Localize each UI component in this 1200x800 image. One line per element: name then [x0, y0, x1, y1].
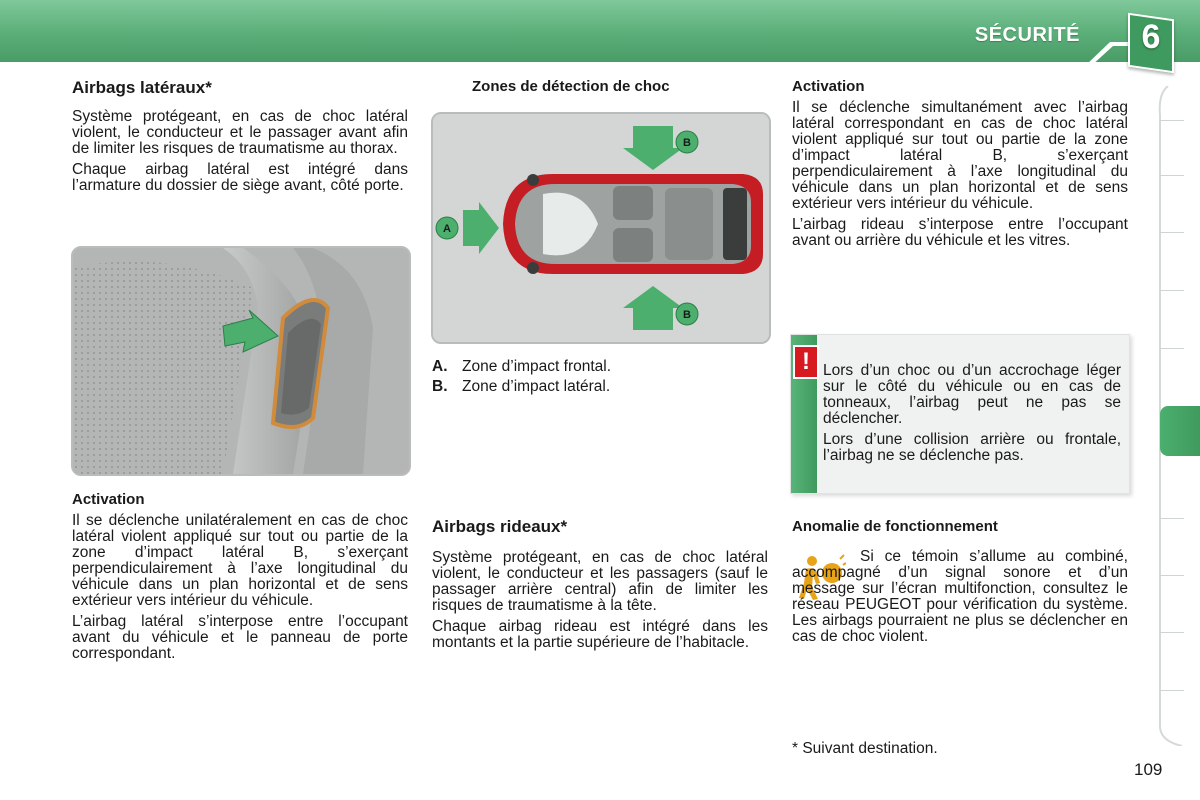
paragraph: L’airbag latéral s’interpose entre l’occupant avant du véhicule et le panneau de porte correspondant.	[72, 613, 408, 662]
curtain-airbags-intro	[432, 550, 768, 656]
side-tab[interactable]	[1160, 120, 1184, 121]
anomaly-text: Si ce témoin s’allume au combiné, accompagné d’un signal sonore et d’un message sur l’écran multifonction, consultez le réseau PEUGEOT pour vérification du système. Les airbags pourraient ne plus se déclencher en cas de choc violent.	[792, 548, 1128, 645]
diagram-legend	[432, 357, 768, 397]
side-airbags-activation	[72, 513, 408, 667]
paragraph: Système protégeant, en cas de choc latéral violent, le conducteur et les passagers (sauf le passager arrière central) afin de limiter les risques de traumatisme à la tête.	[432, 549, 768, 614]
paragraph: Il se déclenche simultanément avec l’airbag latéral correspondant en cas de choc latéral violent appliqué sur tout ou partie de la zone d’impact latéral B, s’exerçant perpendiculairement à l’axe longitudinal du véhicule dans un plan horizontal et de sens extérieur vers intérieur du véhicule.	[792, 99, 1128, 212]
legend-item	[432, 377, 768, 397]
figure-title: Zones de détection de choc	[472, 78, 670, 95]
warning-text	[823, 363, 1121, 469]
paragraph: Chaque airbag latéral est intégré dans l’armature du dossier de siège avant, côté porte.	[72, 161, 408, 194]
paragraph: Lors d’un choc ou d’un accrochage léger sur le côté du véhicule ou en cas de tonneaux, l’airbag peut ne pas se déclencher.	[823, 362, 1121, 427]
side-tab[interactable]	[1160, 290, 1184, 291]
marker-b-bottom: B	[683, 309, 691, 321]
side-airbags-title: Airbags latéraux*	[72, 78, 212, 97]
side-tab[interactable]	[1160, 175, 1184, 176]
activation-heading: Activation	[72, 491, 145, 508]
seat-airbag-illustration	[71, 246, 411, 476]
curtain-airbags-activation	[792, 100, 1128, 254]
page-number: 109	[1134, 760, 1163, 779]
activation-heading: Activation	[792, 78, 865, 95]
side-tab[interactable]	[1160, 348, 1184, 349]
footnote: * Suivant destination.	[792, 740, 938, 757]
chapter-number: 6	[1141, 18, 1161, 56]
side-tab-active[interactable]	[1160, 406, 1200, 456]
paragraph: L’airbag rideau s’interpose entre l’occupant avant ou arrière du véhicule et les vitres.	[792, 216, 1128, 249]
legend-text: Zone d’impact frontal.	[462, 358, 612, 375]
marker-a: A	[443, 223, 451, 235]
anomaly-heading: Anomalie de fonctionnement	[792, 518, 998, 535]
side-tab[interactable]	[1160, 518, 1184, 519]
paragraph: Chaque airbag rideau est intégré dans les montants et la partie supérieure de l’habitacle.	[432, 618, 768, 651]
marker-b-top: B	[683, 137, 691, 149]
legend-key: B.	[432, 378, 448, 395]
section-title: SÉCURITÉ	[974, 24, 1080, 46]
warning-exclamation-icon: !	[793, 345, 819, 379]
side-tab[interactable]	[1160, 690, 1184, 691]
warning-box	[790, 334, 1130, 494]
curtain-airbags-title: Airbags rideaux*	[432, 517, 568, 536]
impact-zones-diagram	[431, 112, 771, 344]
legend-key: A.	[432, 358, 448, 375]
side-airbags-intro	[72, 109, 408, 199]
legend-text: Zone d’impact latéral.	[462, 378, 611, 395]
side-tab[interactable]	[1160, 632, 1184, 633]
legend-item	[432, 357, 768, 377]
paragraph: Il se déclenche unilatéralement en cas de choc latéral violent appliqué sur tout ou partie de la zone d’impact latéral B, s’exerçant perpendiculairement à l’axe longitudinal du véhicule dans un plan horizontal et de sens extérieur vers intérieur du véhicule.	[72, 512, 408, 609]
paragraph: Lors d’une collision arrière ou frontale, l’airbag ne se déclenche pas.	[823, 431, 1121, 464]
side-tab[interactable]	[1160, 232, 1184, 233]
side-tab[interactable]	[1160, 575, 1184, 576]
paragraph: Système protégeant, en cas de choc latéral violent, le conducteur et le passager avant afin de limiter les risques de traumatisme au thorax.	[72, 108, 408, 157]
